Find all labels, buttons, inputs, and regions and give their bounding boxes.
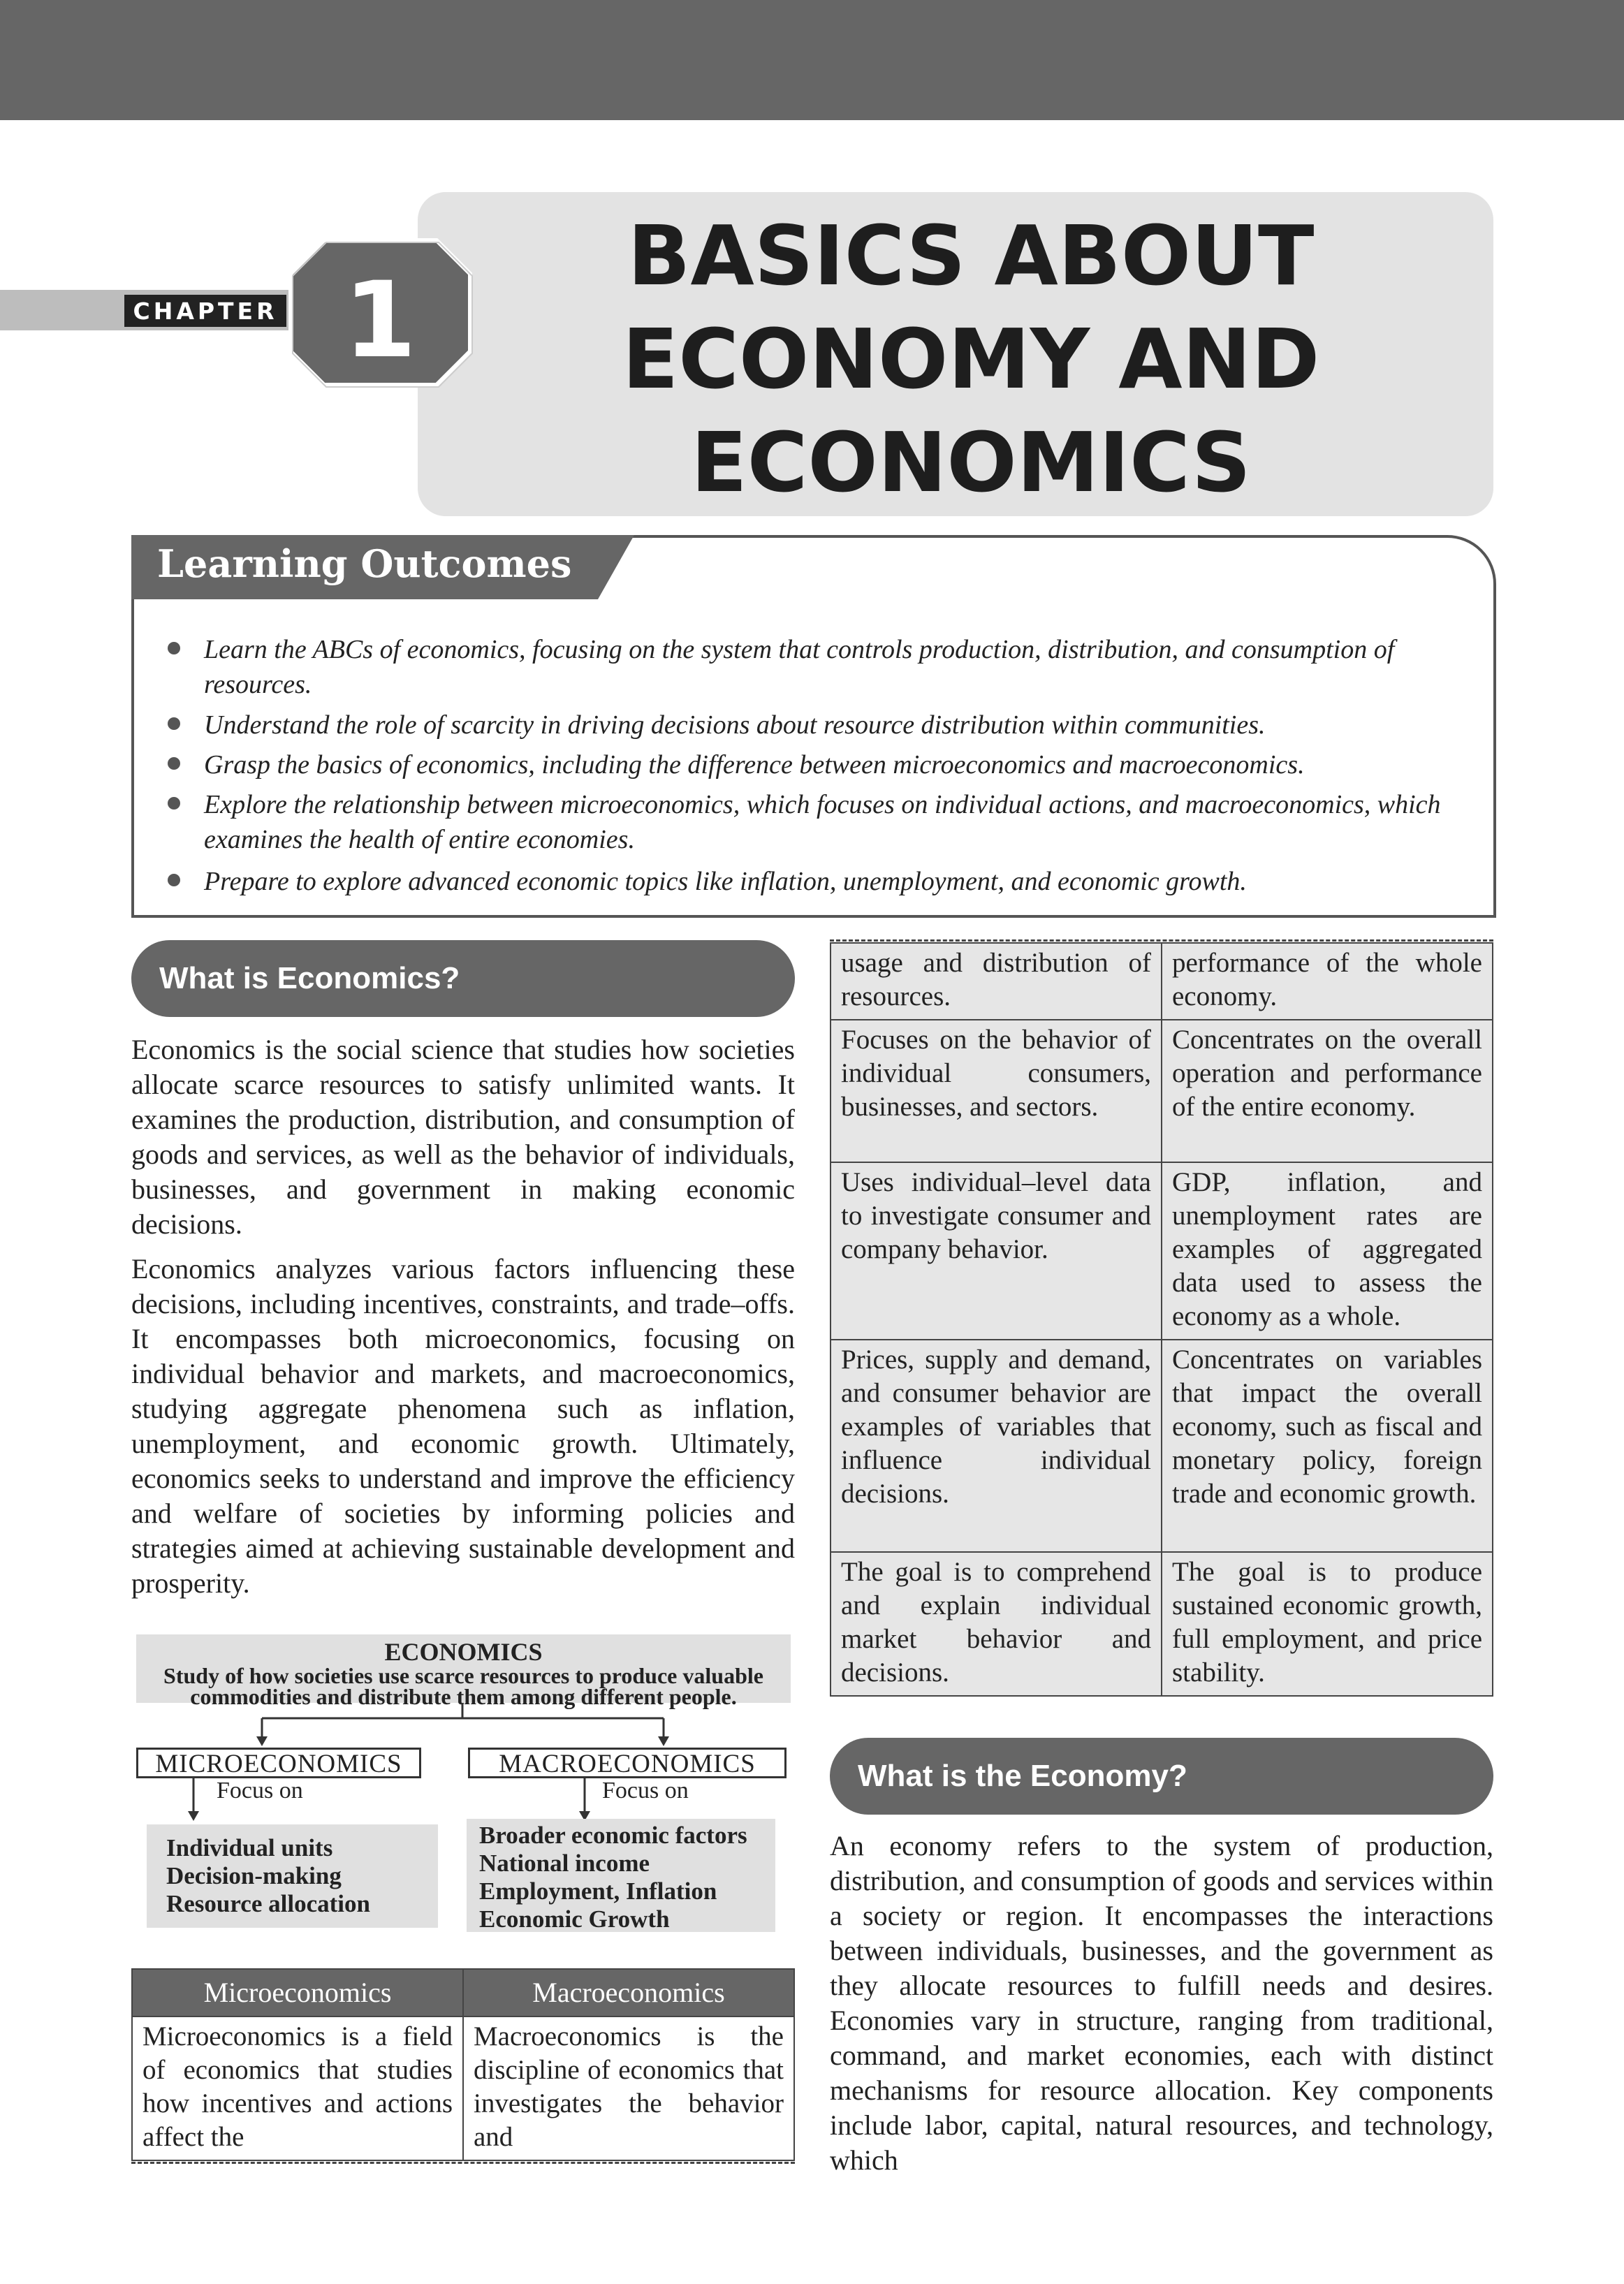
table-row bbox=[831, 1552, 1493, 1696]
bullet-icon bbox=[168, 757, 180, 770]
chapter-label: CHAPTER bbox=[124, 295, 286, 327]
outcome-item: Understand the role of scarcity in driving decisions about resource distribution within communities. bbox=[168, 708, 1446, 742]
table-header-row bbox=[132, 1969, 794, 2016]
table-cell: Focuses on the behavior of individual consumers, businesses, and sectors. bbox=[831, 1020, 1162, 1162]
microeconomics-box: MICROECONOMICS bbox=[136, 1748, 421, 1778]
table-cell: Concentrates on the overall operation and performance of the entire economy. bbox=[1162, 1020, 1493, 1162]
column-header-macro: Macroeconomics bbox=[463, 1969, 794, 2016]
list-item: Economic Growth bbox=[479, 1905, 670, 1933]
table-row bbox=[831, 1020, 1493, 1162]
title-line-3: ECONOMICS bbox=[691, 414, 1251, 511]
bullet-icon bbox=[168, 717, 180, 730]
list-item: Decision-making bbox=[166, 1862, 342, 1889]
paragraph: An economy refers to the system of production, distribution, and consumption of goods and services within a society or region. It encompasses the interactions between individuals, businesses, and the government as they allocate resources to fulfill needs and desires. Economies vary in structure, ranging from traditional, command, and market economies, each with distinct mechanisms for resource allocation. Key components include labor, capital, natural resources, and technology, which bbox=[830, 1830, 1493, 2176]
outcome-item: Grasp the basics of economics, including the difference between microeconomics and macroeconomics. bbox=[168, 747, 1446, 782]
micro-focus-label: Focus on bbox=[217, 1778, 303, 1803]
paragraph: Economics analyzes various factors influencing these decisions, including incentives, constraints, and trade–offs. It encompasses both microeconomics, focusing on individual behavior and markets, and macroeconomics, studying aggregate phenomena such as inflation, unemployment, and economic growth. Ultimately, economics seeks to understand and improve the efficiency and welfare of societies by informing policies and strategies aimed at achieving sustainable development and prosperity. bbox=[131, 1253, 795, 1599]
chapter-number: 1 bbox=[343, 260, 417, 381]
table-cell: Macroeconomics is the discipline of economics that investigates the behavior and bbox=[463, 2016, 794, 2160]
section-heading-economics: What is Economics? bbox=[131, 940, 795, 1017]
macro-focus-label: Focus on bbox=[602, 1778, 689, 1803]
bullet-icon bbox=[168, 874, 180, 886]
outcome-item: Explore the relationship between microeconomics, which focuses on individual actions, and macroeconomics, which examines the health of entire economies. bbox=[168, 787, 1446, 857]
table-row bbox=[831, 943, 1493, 1020]
outcome-item: Prepare to explore advanced economic topics like inflation, unemployment, and economic growth. bbox=[168, 864, 1446, 899]
micro-focus-list bbox=[147, 1824, 438, 1928]
section-heading-economy: What is the Economy? bbox=[830, 1738, 1493, 1815]
comparison-table bbox=[131, 1968, 795, 2161]
paragraph: Economics is the social science that studies how societies allocate scarce resources to satisfy unlimited wants. It examines the production, distribution, and consumption of goods and services, as well as the behavior of individuals, businesses, and government in making economic decisions. bbox=[131, 1034, 795, 1240]
top-header-bar bbox=[0, 0, 1624, 120]
chapter-title bbox=[489, 204, 1453, 514]
table-continued-divider bbox=[830, 939, 1493, 942]
economy-text bbox=[830, 1829, 1493, 2188]
bullet-icon bbox=[168, 642, 180, 654]
comparison-table-continued bbox=[830, 942, 1493, 1697]
economics-definition-box bbox=[136, 1634, 791, 1709]
table-cell: The goal is to comprehend and explain individual market behavior and decisions. bbox=[831, 1552, 1162, 1696]
micro-arrow-icon bbox=[183, 1778, 204, 1827]
table-cell: Concentrates on variables that impact the overall economy, such as fiscal and monetary policy, foreign trade and economic growth. bbox=[1162, 1340, 1493, 1552]
bullet-icon bbox=[168, 797, 180, 810]
title-line-2: ECONOMY AND bbox=[622, 311, 1320, 407]
list-item: Individual units bbox=[166, 1834, 333, 1861]
list-item: Resource allocation bbox=[166, 1890, 370, 1917]
outcome-item: Learn the ABCs of economics, focusing on the system that controls production, distribution, and consumption of resources. bbox=[168, 632, 1446, 702]
table-continued-divider bbox=[131, 2162, 795, 2164]
macroeconomics-box: MACROECONOMICS bbox=[468, 1748, 787, 1778]
chapter-number-badge bbox=[288, 237, 473, 388]
table-row bbox=[831, 1340, 1493, 1552]
table-cell: The goal is to produce sustained economic growth, full employment, and price stability. bbox=[1162, 1552, 1493, 1696]
table-row bbox=[831, 1162, 1493, 1340]
diagram-title: ECONOMICS bbox=[384, 1638, 543, 1666]
table-cell: Prices, supply and demand, and consumer behavior are examples of variables that influence individual decisions. bbox=[831, 1340, 1162, 1552]
list-item: National income bbox=[479, 1850, 650, 1877]
table-cell: GDP, inflation, and unemployment rates are examples of aggregated data used to assess the economy as a whole. bbox=[1162, 1162, 1493, 1340]
title-line-1: BASICS ABOUT bbox=[627, 207, 1315, 304]
table-cell: Uses individual–level data to investigate consumer and company behavior. bbox=[831, 1162, 1162, 1340]
macro-focus-list bbox=[467, 1819, 775, 1932]
table-cell: usage and distribution of resources. bbox=[831, 943, 1162, 1020]
list-item: Broader economic factors bbox=[479, 1822, 747, 1849]
list-item: Employment, Inflation bbox=[479, 1877, 717, 1905]
table-cell: performance of the whole economy. bbox=[1162, 943, 1493, 1020]
economics-text bbox=[131, 1032, 795, 1611]
table-cell: Microeconomics is a field of economics that studies how incentives and actions affect the bbox=[132, 2016, 463, 2160]
table-row bbox=[132, 2016, 794, 2160]
learning-outcomes-heading: Learning Outcomes bbox=[157, 541, 572, 586]
diagram-definition: Study of how societies use scarce resources to produce valuable commodities and distribute them among different people. bbox=[163, 1663, 763, 1709]
column-header-micro: Microeconomics bbox=[132, 1969, 463, 2016]
